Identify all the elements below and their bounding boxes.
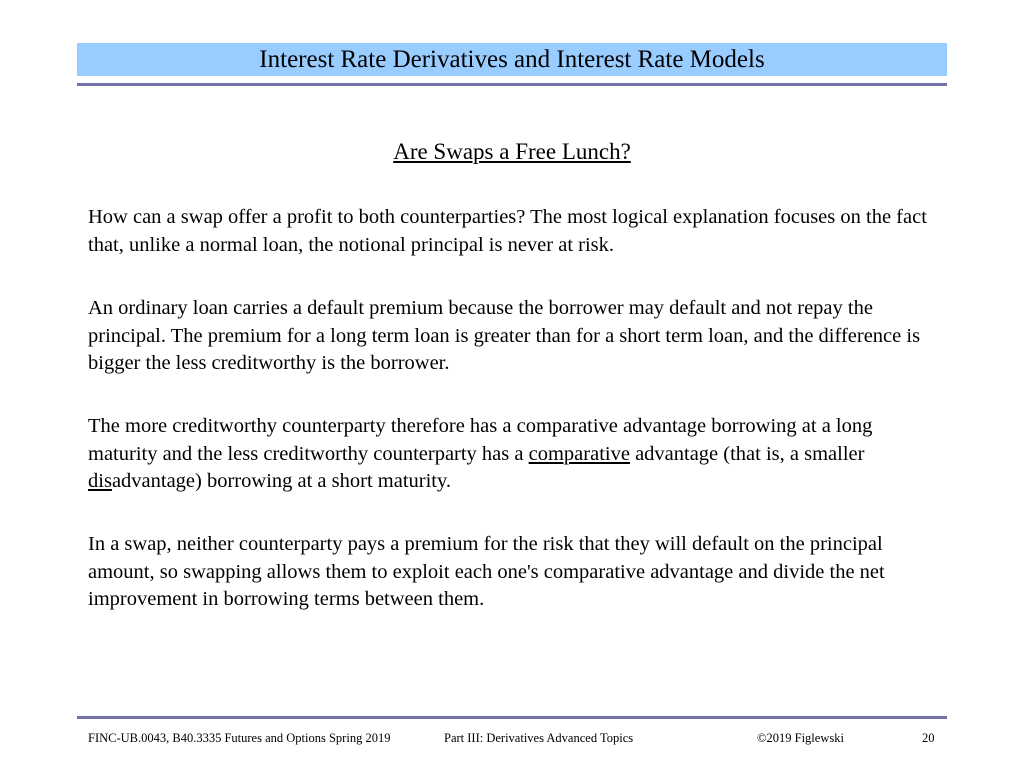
header-title: Interest Rate Derivatives and Interest Rate Models xyxy=(259,46,765,73)
footer-course: FINC-UB.0043, B40.3335 Futures and Options Spring 2019 xyxy=(88,731,391,745)
paragraph-3-emphasis-comparative: comparative xyxy=(528,442,630,465)
paragraph-4: In a swap, neither counterparty pays a premium for the risk that they will default on the principal amount, so swapping allows them to exploit each one's comparative advantage and divide the net improvement in borrowing terms between them. xyxy=(88,533,885,610)
paragraph-1: How can a swap offer a profit to both counterparties? The most logical explanation focuses on the fact that, unlike a normal loan, the notional principal is never at risk. xyxy=(88,206,927,256)
header-divider xyxy=(77,83,947,86)
paragraph-3-emphasis-dis: dis xyxy=(88,470,112,492)
footer-part: Part III: Derivatives Advanced Topics xyxy=(444,731,634,745)
paragraph-3 xyxy=(88,413,938,496)
footer-copyright: ©2019 Figlewski xyxy=(757,731,844,745)
paragraph-3-text-c: advantage) borrowing at a short maturity. xyxy=(111,470,452,492)
paragraph-2: An ordinary loan carries a default premium because the borrower may default and not repay the principal. The premium for a long term loan is greater than for a short term loan, and the difference is bigger the less creditworthy is the borrower. xyxy=(88,297,921,374)
paragraph-3-text-a: The more creditworthy counterparty therefore has a comparative advantage borrowing at a long maturity and the less creditworthy counterparty has a xyxy=(88,415,873,465)
paragraph-3-text-b: advantage (that is, a smaller xyxy=(629,442,865,465)
slide-title: Are Swaps a Free Lunch? xyxy=(393,139,631,164)
footer-divider xyxy=(77,716,947,719)
header-band xyxy=(77,43,947,76)
footer-page-number: 20 xyxy=(922,731,935,745)
